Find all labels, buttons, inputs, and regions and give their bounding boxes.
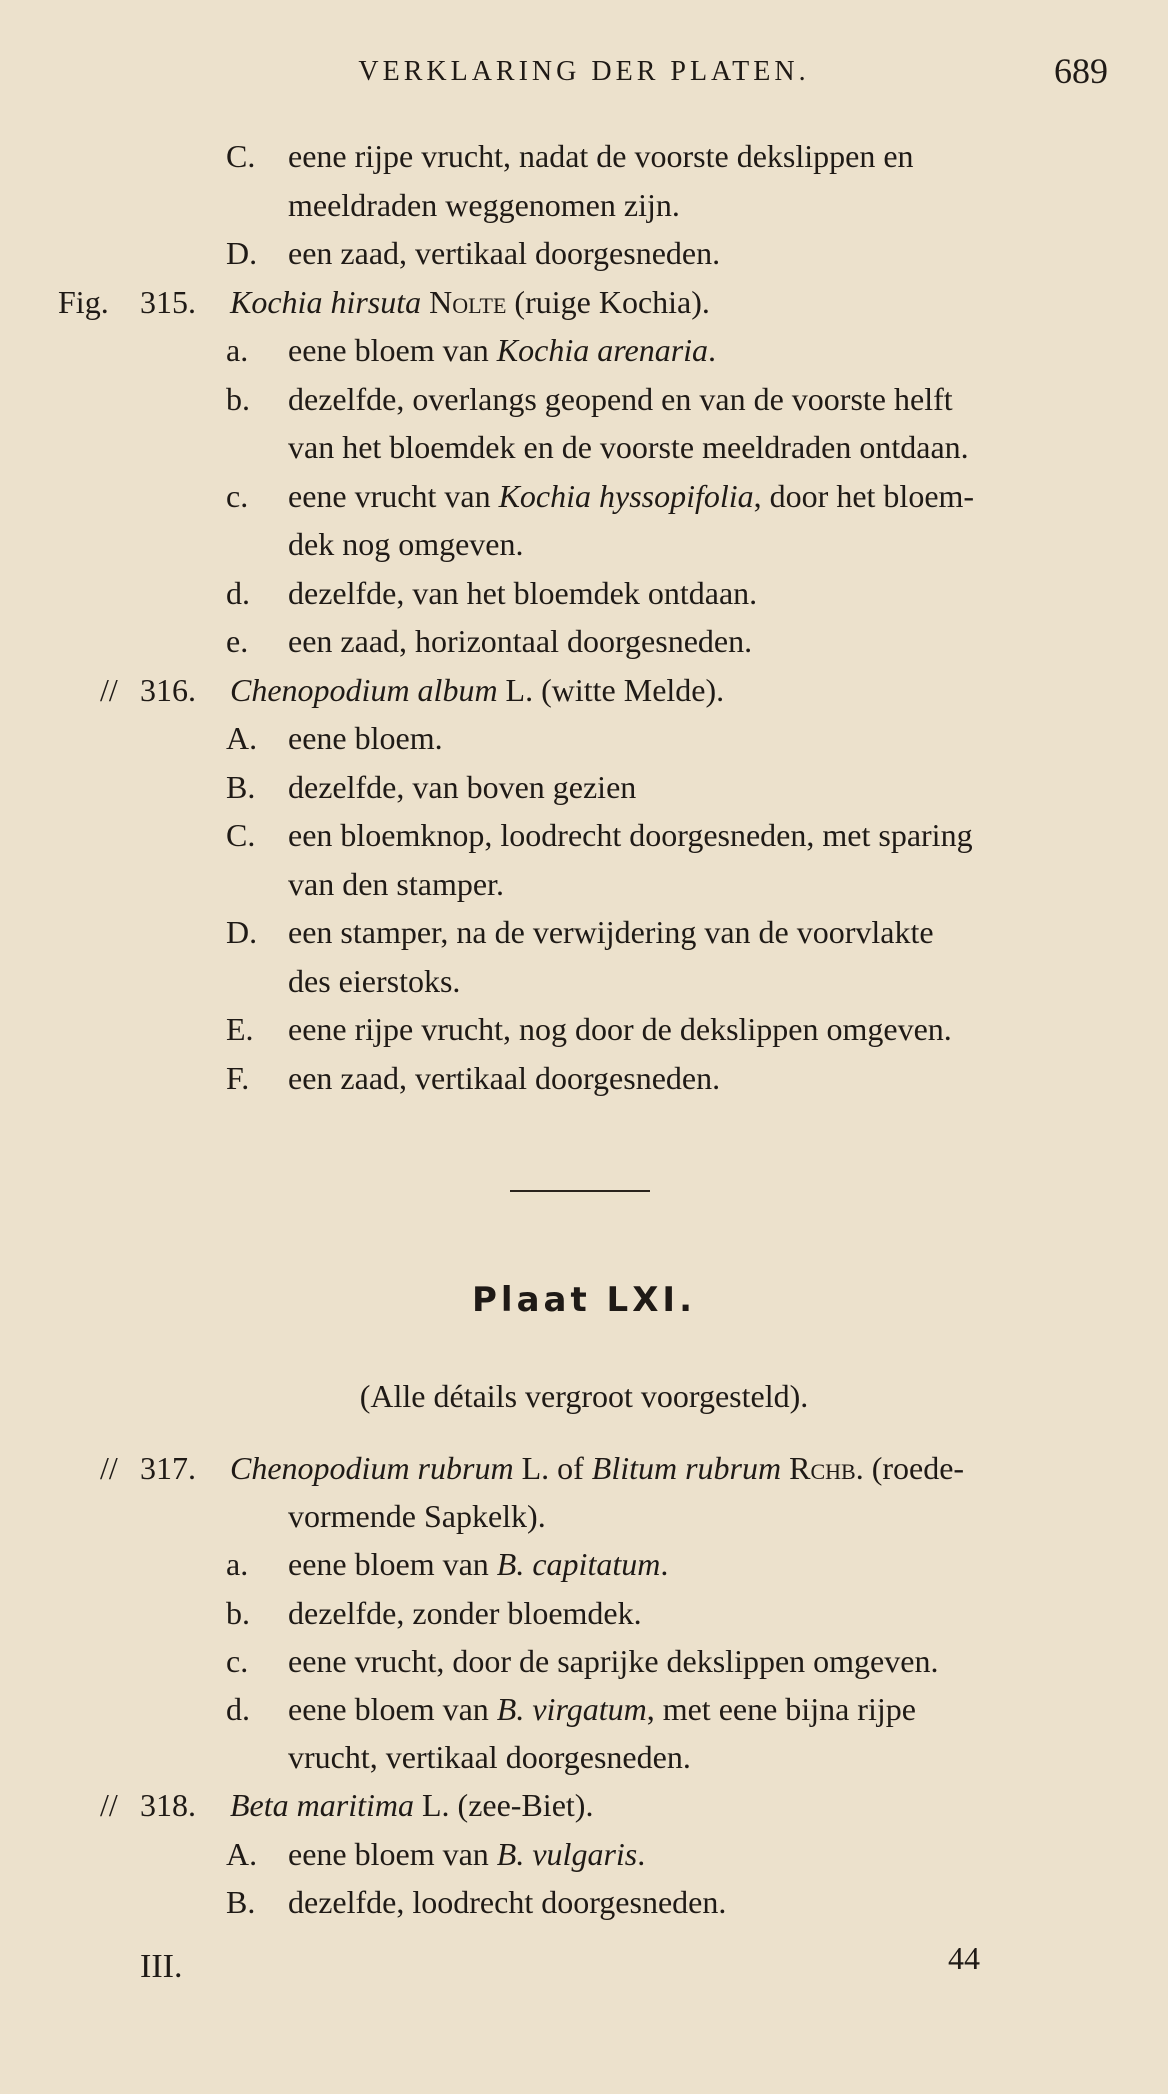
plate-title: Plaat LXI. bbox=[472, 1280, 696, 1320]
item-key: D. bbox=[226, 914, 258, 950]
item-key: a. bbox=[226, 332, 249, 368]
item-key: a. bbox=[226, 1546, 249, 1583]
entry-text: des eierstoks. bbox=[288, 962, 461, 999]
sheet-number: 44 bbox=[948, 1940, 980, 1976]
figure-marker: Fig. bbox=[58, 283, 109, 320]
entry-text: Chenopodium album L. (witte Melde). bbox=[230, 671, 725, 708]
entry-text: vrucht, vertikaal doorgesneden. bbox=[288, 1739, 691, 1776]
entry-text: dek nog omgeven. bbox=[288, 526, 524, 562]
entry-text: eene bloem van B. capitatum. bbox=[288, 1546, 669, 1583]
entry-text: een stamper, na de verwijdering van de voorvlakte bbox=[288, 914, 934, 950]
entry-text: een zaad, vertikaal doorgesneden. bbox=[288, 235, 721, 271]
item-key: b. bbox=[226, 380, 250, 417]
entry-text: eene rijpe vrucht, nog door de dekslippen omgeven. bbox=[288, 1011, 952, 1047]
item-key: e. bbox=[226, 623, 249, 659]
entry-text: meeldraden weggenomen zijn. bbox=[288, 186, 680, 223]
item-key: B. bbox=[226, 768, 256, 805]
item-key: c. bbox=[226, 477, 249, 514]
item-key: E. bbox=[226, 1011, 254, 1047]
entry-text: vormende Sapkelk). bbox=[288, 1498, 546, 1535]
item-key: F. bbox=[226, 1059, 250, 1096]
entry-text: Beta maritima L. (zee-Biet). bbox=[230, 1787, 594, 1824]
item-key: C. bbox=[226, 138, 256, 174]
section-divider bbox=[510, 1190, 650, 1192]
entry-text: eene bloem van Kochia arenaria. bbox=[288, 332, 717, 368]
entry-text: dezelfde, zonder bloemdek. bbox=[288, 1594, 642, 1631]
item-key: B. bbox=[226, 1883, 256, 1920]
entry-text: dezelfde, van boven gezien bbox=[288, 768, 637, 805]
item-key: D. bbox=[226, 235, 258, 271]
item-key: c. bbox=[226, 1642, 249, 1679]
entry-text: dezelfde, van het bloemdek ontdaan. bbox=[288, 574, 758, 611]
item-key: A. bbox=[226, 1835, 258, 1872]
item-key: d. bbox=[226, 574, 250, 611]
page-header bbox=[0, 51, 1168, 96]
entry-text: eene rijpe vrucht, nadat de voorste dekslippen en bbox=[288, 138, 914, 174]
entry-text: een bloemknop, loodrecht doorgesneden, met sparing bbox=[288, 817, 973, 853]
entry-text: eene bloem van B. virgatum, met eene bijna rijpe bbox=[288, 1691, 916, 1727]
entry-text: een zaad, horizontaal doorgesneden. bbox=[288, 623, 753, 659]
plate-subtitle: (Alle détails vergroot voorgesteld). bbox=[359, 1378, 809, 1414]
figure-marker: // bbox=[100, 1787, 118, 1824]
item-key: A. bbox=[226, 720, 258, 756]
signature-mark: III. bbox=[140, 1948, 183, 1985]
entry-text: eene vrucht, door de saprijke dekslippen omgeven. bbox=[288, 1642, 939, 1679]
figure-number: 316. bbox=[140, 671, 196, 708]
page-number: 689 bbox=[1054, 51, 1108, 91]
entry-text: Chenopodium rubrum L. of Blitum rubrum Rchb. (roede- bbox=[230, 1450, 965, 1486]
figure-marker: // bbox=[100, 1450, 118, 1486]
entry-text: eene bloem. bbox=[288, 720, 443, 756]
entry-text: eene bloem van B. vulgaris. bbox=[288, 1835, 646, 1872]
running-head: VERKLARING DER PLATEN. bbox=[358, 56, 810, 87]
entry-text: van het bloemdek en de voorste meeldraden ontdaan. bbox=[288, 429, 969, 465]
entry-text: van den stamper. bbox=[288, 865, 504, 902]
figure-number: 315. bbox=[140, 283, 196, 320]
figure-number: 318. bbox=[140, 1787, 196, 1824]
item-key: b. bbox=[226, 1594, 250, 1631]
entry-text: dezelfde, loodrecht doorgesneden. bbox=[288, 1883, 727, 1920]
item-key: C. bbox=[226, 817, 256, 853]
entry-text: een zaad, vertikaal doorgesneden. bbox=[288, 1059, 721, 1096]
figure-marker: // bbox=[100, 671, 118, 708]
entry-text: Kochia hirsuta Nolte (ruige Kochia). bbox=[230, 283, 710, 320]
figure-number: 317. bbox=[140, 1450, 196, 1486]
entry-text: eene vrucht van Kochia hyssopifolia, door het bloem- bbox=[288, 477, 975, 514]
item-key: d. bbox=[226, 1691, 250, 1727]
entry-text: dezelfde, overlangs geopend en van de voorste helft bbox=[288, 380, 953, 417]
